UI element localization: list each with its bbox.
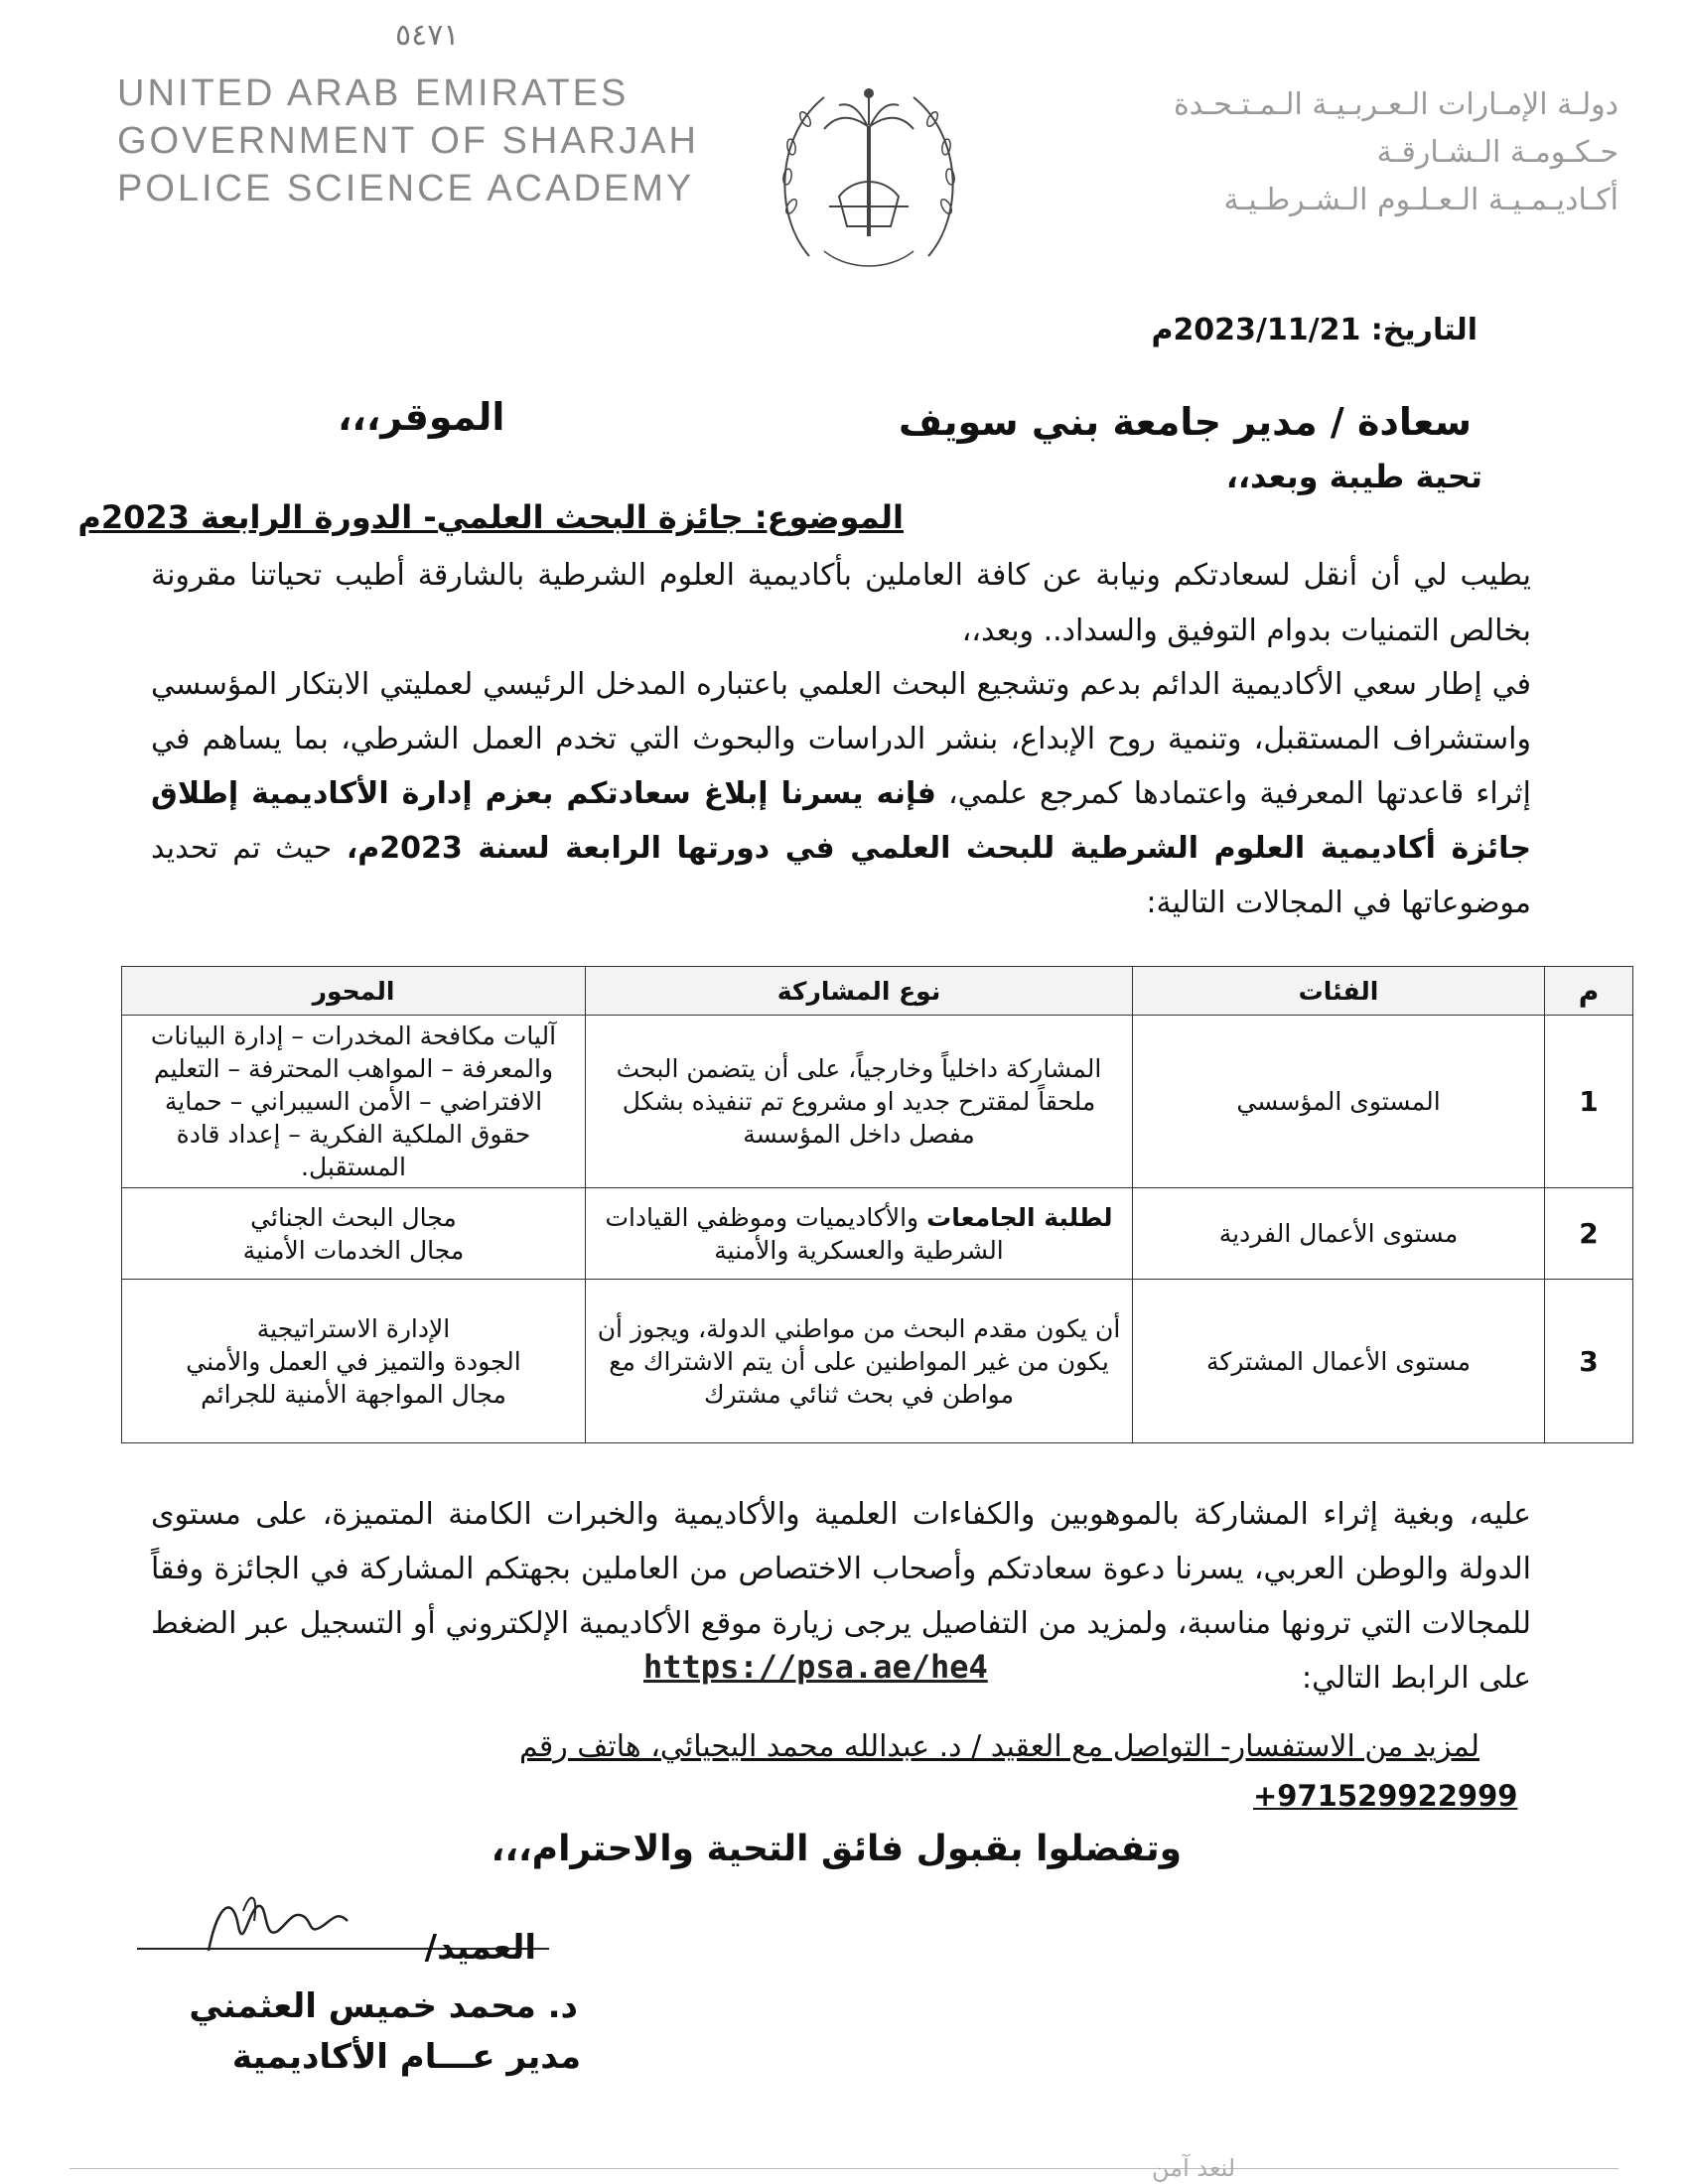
closing-salutation: وتفضلوا بقبول فائق التحية والاحترام،،، (491, 1829, 1182, 1869)
paragraph-announcement-bold: فإنه يسرنا إبلاغ سعادتكم بعزم إدارة الأكاديمية إطلاق جائزة أكاديمية العلوم الشرطية للبحث العلمي في دورتها الرابعة لسنة 2023م، (151, 776, 1531, 866)
arabic-header-line: دولـة الإمـارات الـعـربـيـة الـمـتـحـدة (1174, 87, 1618, 122)
addressee: سعادة / مدير جامعة بني سويف (898, 400, 1472, 444)
handwritten-signature (189, 1881, 367, 1971)
english-header-line: UNITED ARAB EMIRATES (117, 72, 630, 114)
subject-line: الموضوع: جائزة البحث العلمي- الدورة الرابعة 2023م (77, 498, 904, 536)
axis-cell: آليات مكافحة المخدرات – إدارة البيانات والمعرفة – المواهب المحترفة – التعليم الافتراضي – الأمن السيبراني – حماية حقوق الملكية الفكرية – إعداد قادة المستقبل. (122, 1016, 586, 1188)
english-header (117, 69, 699, 212)
footer-motto: لنعد آمن (1152, 2154, 1236, 2182)
axis-line: مجال المواجهة الأمنية للجرائم (201, 1379, 506, 1409)
inquiry-contact: لمزيد من الاستفسار- التواصل مع العقيد / د. عبدالله محمد اليحيائي، هاتف رقم (518, 1729, 1479, 1764)
arabic-header-line: حـكـومـة الـشـارقـة (1376, 135, 1618, 170)
column-header: م (1545, 967, 1633, 1016)
participation-type-cell: المشاركة داخلياً وخارجياً، على أن يتضمن البحث ملحقاً لمقترح جديد او مشروع تم تنفيذه بشكل مفصل داخل المؤسسة (586, 1016, 1133, 1188)
row-number: 3 (1545, 1280, 1633, 1443)
respect-salutation: الموقر،،، (338, 395, 505, 439)
axis-line: مجال البحث الجنائي (250, 1202, 457, 1232)
paragraph-announcement-part: في إطار سعي الأكاديمية الدائم بدعم وتشجيع البحث العلمي باعتباره المدخل الرئيسي لعمليتي الابتكار المؤسسي واستشراف المستقبل، وتنمية روح الإبداع، بنشر الدراسات والبحوث التي تخدم العمل الشرطي، بما يساهم في إثراء قاعدتها المعرفية واعتمادها كمرجع علمي، (151, 667, 1531, 811)
signatory-title: العميد/ (424, 1928, 536, 1968)
participation-type-text: والأكاديميات وموظفي القيادات الشرطية والعسكرية والأمنية (605, 1202, 1004, 1265)
axis-line: الجودة والتميز في العمل والأمني (186, 1346, 521, 1376)
row-number: 2 (1545, 1188, 1633, 1280)
greeting: تحية طيبة وبعد،، (1225, 458, 1482, 495)
table-row (122, 1188, 1633, 1280)
paragraph-intro: يطيب لي أن أنقل لسعادتكم ونيابة عن كافة العاملين بأكاديمية العلوم الشرطية بالشارقة أطيب تحياتنا مقرونة بخالص التمنيات بدوام التوفيق والسداد.. وبعد،، (151, 558, 1531, 648)
table-row (122, 1016, 1633, 1188)
signatory-position: مدير عـــام الأكاديمية (231, 2037, 581, 2077)
column-header: المحور (122, 967, 586, 1016)
arabic-header-line: أكـاديـمـيـة الـعـلـوم الـشـرطـيـة (1223, 183, 1618, 217)
axis-cell (122, 1280, 586, 1443)
paragraph-announcement-part: حيث تم تحديد موضوعاتها في المجالات التالية: (151, 831, 1531, 920)
participation-type-bold: لطلبة الجامعات (926, 1202, 1113, 1232)
axis-line: مجال الخدمات الأمنية (242, 1235, 465, 1265)
paragraph-announcement (151, 657, 1531, 930)
english-header-line: POLICE SCIENCE ACADEMY (117, 168, 695, 209)
footer-divider (70, 2168, 1618, 2169)
axis-cell (122, 1188, 586, 1280)
table-row (122, 1280, 1633, 1443)
axis-line: الإدارة الاستراتيجية (256, 1313, 451, 1343)
category-cell: المستوى المؤسسي (1133, 1016, 1545, 1188)
arabic-header (1102, 81, 1618, 224)
contact-phone[interactable]: +971529922999 (1253, 1779, 1518, 1813)
category-cell: مستوى الأعمال المشتركة (1133, 1280, 1545, 1443)
award-categories-table (121, 966, 1633, 1443)
registration-link[interactable]: https://psa.ae/he4 (643, 1648, 988, 1686)
english-header-line: GOVERNMENT OF SHARJAH (117, 120, 699, 162)
column-header: الفئات (1133, 967, 1545, 1016)
handwritten-number: ٥٤٧١ (395, 18, 460, 53)
signatory-name: د. محمد خميس العثمني (189, 1986, 578, 2026)
paragraph-invitation: عليه، وبغية إثراء المشاركة بالموهوبين والكفاءات العلمية والأكاديمية والخبرات الكامنة المتميزة، على مستوى الدولة والوطن العربي، يسرنا دعوة سعادتكم وأصحاب الاختصاص من العاملين بجهتكم المشاركة في الجائزة وفقاً للمجالات التي ترونها مناسبة، ولمزيد من التفاصيل يرجى زيارة موقع الأكاديمية الإلكتروني أو التسجيل عبر الضغط على الرابط التالي: (151, 1497, 1531, 1696)
participation-type-cell: أن يكون مقدم البحث من مواطني الدولة، ويجوز أن يكون من غير المواطنين على أن يتم الاشتراك مع مواطن في بحث ثنائي مشترك (586, 1280, 1133, 1443)
letter-date: التاريخ: 2023/11/21م (1151, 313, 1477, 347)
category-cell: مستوى الأعمال الفردية (1133, 1188, 1545, 1280)
column-header: نوع المشاركة (586, 967, 1133, 1016)
academy-emblem-logo (770, 58, 968, 296)
table-header-row (122, 967, 1633, 1016)
row-number: 1 (1545, 1016, 1633, 1188)
participation-type-cell (586, 1188, 1133, 1280)
